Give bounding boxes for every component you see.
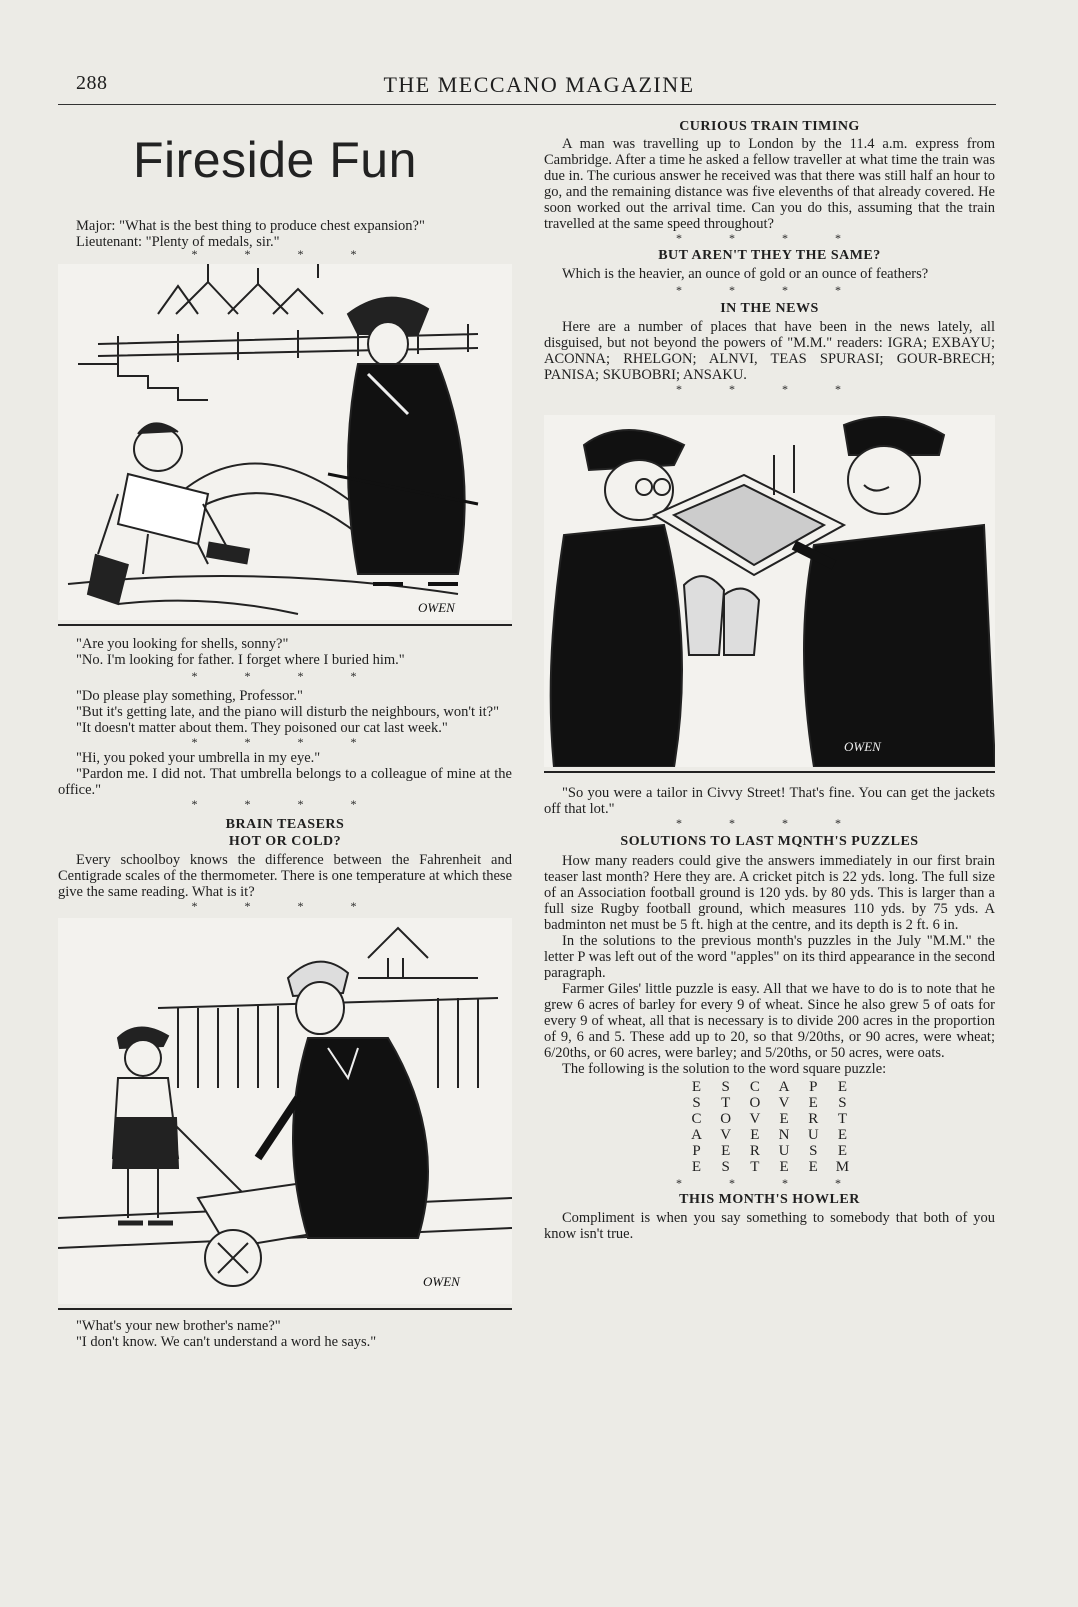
word-square-letter: O [749, 1095, 761, 1111]
cartoon-rule [58, 1308, 512, 1310]
word-square-letter: S [721, 1079, 730, 1095]
word-square-letter: E [837, 1079, 848, 1095]
caption-brother-line2: "I don't know. We can't understand a word he says." [76, 1334, 377, 1350]
cartoon-shells-drawing [58, 264, 512, 620]
word-square-letter: E [750, 1127, 760, 1143]
joke-professor-line1: "Do please play something, Professor." [76, 688, 303, 704]
word-square-row [685, 1095, 855, 1111]
word-square-letter: V [720, 1127, 732, 1143]
word-square-letter: E [721, 1143, 731, 1159]
separator-stars: * * * * [676, 231, 863, 245]
hot-cold-text: Every schoolboy knows the difference between the Fahrenheit and Centigrade scales of the thermometer. There is one temperature at which these give the same reading. What is it? [58, 852, 512, 900]
word-square-letter: U [807, 1127, 819, 1143]
train-text: A man was travelling up to London by the 11.4 a.m. express from Cambridge. After a time he asked a fellow traveller at what time the train was due in. The curious answer he received was that there was still half an hour to go, and the remaining distance was five elevenths of that already covered. He soon worked out the arrival time. Can you do this, assuming that the train travelled at the same speed throughout? [544, 136, 995, 232]
word-square-letter: S [838, 1095, 847, 1111]
word-square [685, 1079, 855, 1175]
cartoon-tailor-signature: OWEN [844, 739, 881, 754]
separator-stars: * * * * [676, 283, 863, 297]
same-text: Which is the heavier, an ounce of gold or an ounce of feathers? [562, 266, 929, 282]
train-heading: CURIOUS TRAIN TIMING [679, 119, 860, 134]
header-rule [58, 104, 996, 105]
separator-stars: * * * * [676, 382, 863, 396]
separator-stars: * * * * [676, 816, 863, 830]
word-square-letter: S [692, 1095, 701, 1111]
word-square-row [685, 1079, 855, 1095]
separator-stars: * * * * [191, 247, 379, 261]
solutions-para3: Farmer Giles' little puzzle is easy. All that we have to do is to note that he grew 6 acres of barley for every 9 of wheat. Since he also grew 5 of oats for every 9 of wheat, all that is necessary is to divide 200 acres in the proportion of 9, 6 and 5. These add up to 20, so that 9/20ths, or 90 acres, were wheat; 6/20ths, or 60 acres, were barley; and 5/20ths, or 50 acres, were oats. [544, 981, 995, 1061]
solutions-para4: The following is the solution to the word square puzzle: [562, 1061, 887, 1077]
word-square-letter: U [778, 1143, 790, 1159]
hot-cold-heading: HOT OR COLD? [228, 834, 342, 849]
word-square-letter: M [835, 1159, 850, 1175]
word-square-letter: T [721, 1095, 731, 1111]
word-square-letter: E [779, 1159, 789, 1175]
separator-stars: * * * * [191, 797, 379, 811]
brain-teasers-heading: BRAIN TEASERS [225, 817, 345, 832]
word-square-letter: T [750, 1159, 760, 1175]
word-square-letter: P [692, 1143, 701, 1159]
word-square-letter: E [837, 1127, 848, 1143]
word-square-row [685, 1143, 855, 1159]
word-square-letter: C [691, 1111, 702, 1127]
word-square-letter: E [779, 1111, 789, 1127]
joke-lieutenant-line: Lieutenant: "Plenty of medals, sir." [76, 234, 280, 250]
word-square-letter: R [749, 1143, 760, 1159]
word-square-row [685, 1111, 855, 1127]
running-head: THE MECCANO MAGAZINE [383, 72, 695, 97]
caption-tailor: "So you were a tailor in Civvy Street! That's fine. You can get the jackets off that lot." [544, 785, 995, 817]
howler-heading: THIS MONTH'S HOWLER [679, 1192, 860, 1207]
left-column [58, 132, 512, 1350]
word-square-letter: T [837, 1111, 848, 1127]
joke-umbrella-line1: "Hi, you poked your umbrella in my eye." [76, 750, 321, 766]
joke-major-line: Major: "What is the best thing to produce chest expansion?" [76, 218, 425, 234]
word-square-letter: A [691, 1127, 702, 1143]
solutions-heading: SOLUTIONS TO LAST MQNTH'S PUZZLES [620, 834, 919, 849]
word-square-letter: E [837, 1143, 848, 1159]
cartoon-tailor-drawing [544, 415, 995, 767]
solutions-para1: How many readers could give the answers immediately in our first brain teaser last month? Here they are. A cricket pitch is 22 yds. long. The full size of an Association football ground is 120 yds. by 80 yds. This is larger than a full size Rugby football ground, which measures 110 yds. by 75 yds. A badminton net must be 5 ft. high at the centre, and its depth is 2 ft. 6 in. [544, 853, 995, 933]
word-square-letter: O [720, 1111, 732, 1127]
word-square-letter: N [778, 1127, 790, 1143]
cartoon-rule [58, 624, 512, 626]
cartoon-brother-drawing [58, 918, 512, 1304]
caption-shells-line2: "No. I'm looking for father. I forget where I buried him." [76, 652, 405, 668]
word-square-letter: V [778, 1095, 790, 1111]
cartoon-tailor [544, 415, 995, 767]
word-square-letter: R [808, 1111, 819, 1127]
joke-professor-line2: "But it's getting late, and the piano will disturb the neighbours, won't it?" [76, 704, 500, 720]
solutions-para2: In the solutions to the previous month's puzzles in the July "M.M." the letter P was left out of the word "apples" on its third appearance in the second paragraph. [544, 933, 995, 981]
word-square-row [685, 1127, 855, 1143]
page-number: 288 [76, 72, 108, 94]
separator-stars: * * * * [191, 669, 379, 683]
cartoon-shells [58, 264, 512, 620]
word-square-letter: V [749, 1111, 761, 1127]
word-square-letter: E [808, 1159, 818, 1175]
joke-professor-line3: "It doesn't matter about them. They poisoned our cat last week." [76, 720, 448, 736]
word-square-letter: E [691, 1159, 702, 1175]
news-text: Here are a number of places that have been in the news lately, all disguised, but not beyond the powers of "M.M." readers: IGRA; EXBAYU; ACONNA; RHELGON; ALNVI, TEAS SPURASI; GOUR-BRECH; PANISA; SKUBOBRI; ANSAKU. [544, 319, 995, 383]
word-square-letter: S [721, 1159, 730, 1175]
joke-umbrella-line2: "Pardon me. I did not. That umbrella belongs to a colleague of mine at the office." [58, 766, 512, 798]
caption-brother-line1: "What's your new brother's name?" [76, 1318, 281, 1334]
news-heading: IN THE NEWS [720, 301, 819, 316]
word-square-letter: E [691, 1079, 702, 1095]
cartoon-brother-signature: OWEN [423, 1274, 460, 1289]
caption-shells-line1: "Are you looking for shells, sonny?" [76, 636, 289, 652]
word-square-letter: A [778, 1079, 790, 1095]
cartoon-shells-signature: OWEN [418, 600, 455, 615]
cartoon-rule [544, 771, 995, 773]
word-square-letter: P [809, 1079, 818, 1095]
page-title: Fireside Fun [133, 132, 417, 188]
word-square-row [685, 1159, 855, 1175]
separator-stars: * * * * [191, 899, 379, 913]
word-square-letter: C [749, 1079, 760, 1095]
word-square-letter: E [808, 1095, 818, 1111]
separator-stars: * * * * [191, 735, 379, 749]
cartoon-brother [58, 918, 512, 1304]
separator-stars: * * * * [676, 1176, 863, 1190]
same-heading: BUT AREN'T THEY THE SAME? [658, 248, 881, 263]
right-column [544, 118, 995, 1242]
howler-text: Compliment is when you say something to somebody that both of you know isn't true. [544, 1210, 995, 1242]
word-square-letter: S [809, 1143, 818, 1159]
